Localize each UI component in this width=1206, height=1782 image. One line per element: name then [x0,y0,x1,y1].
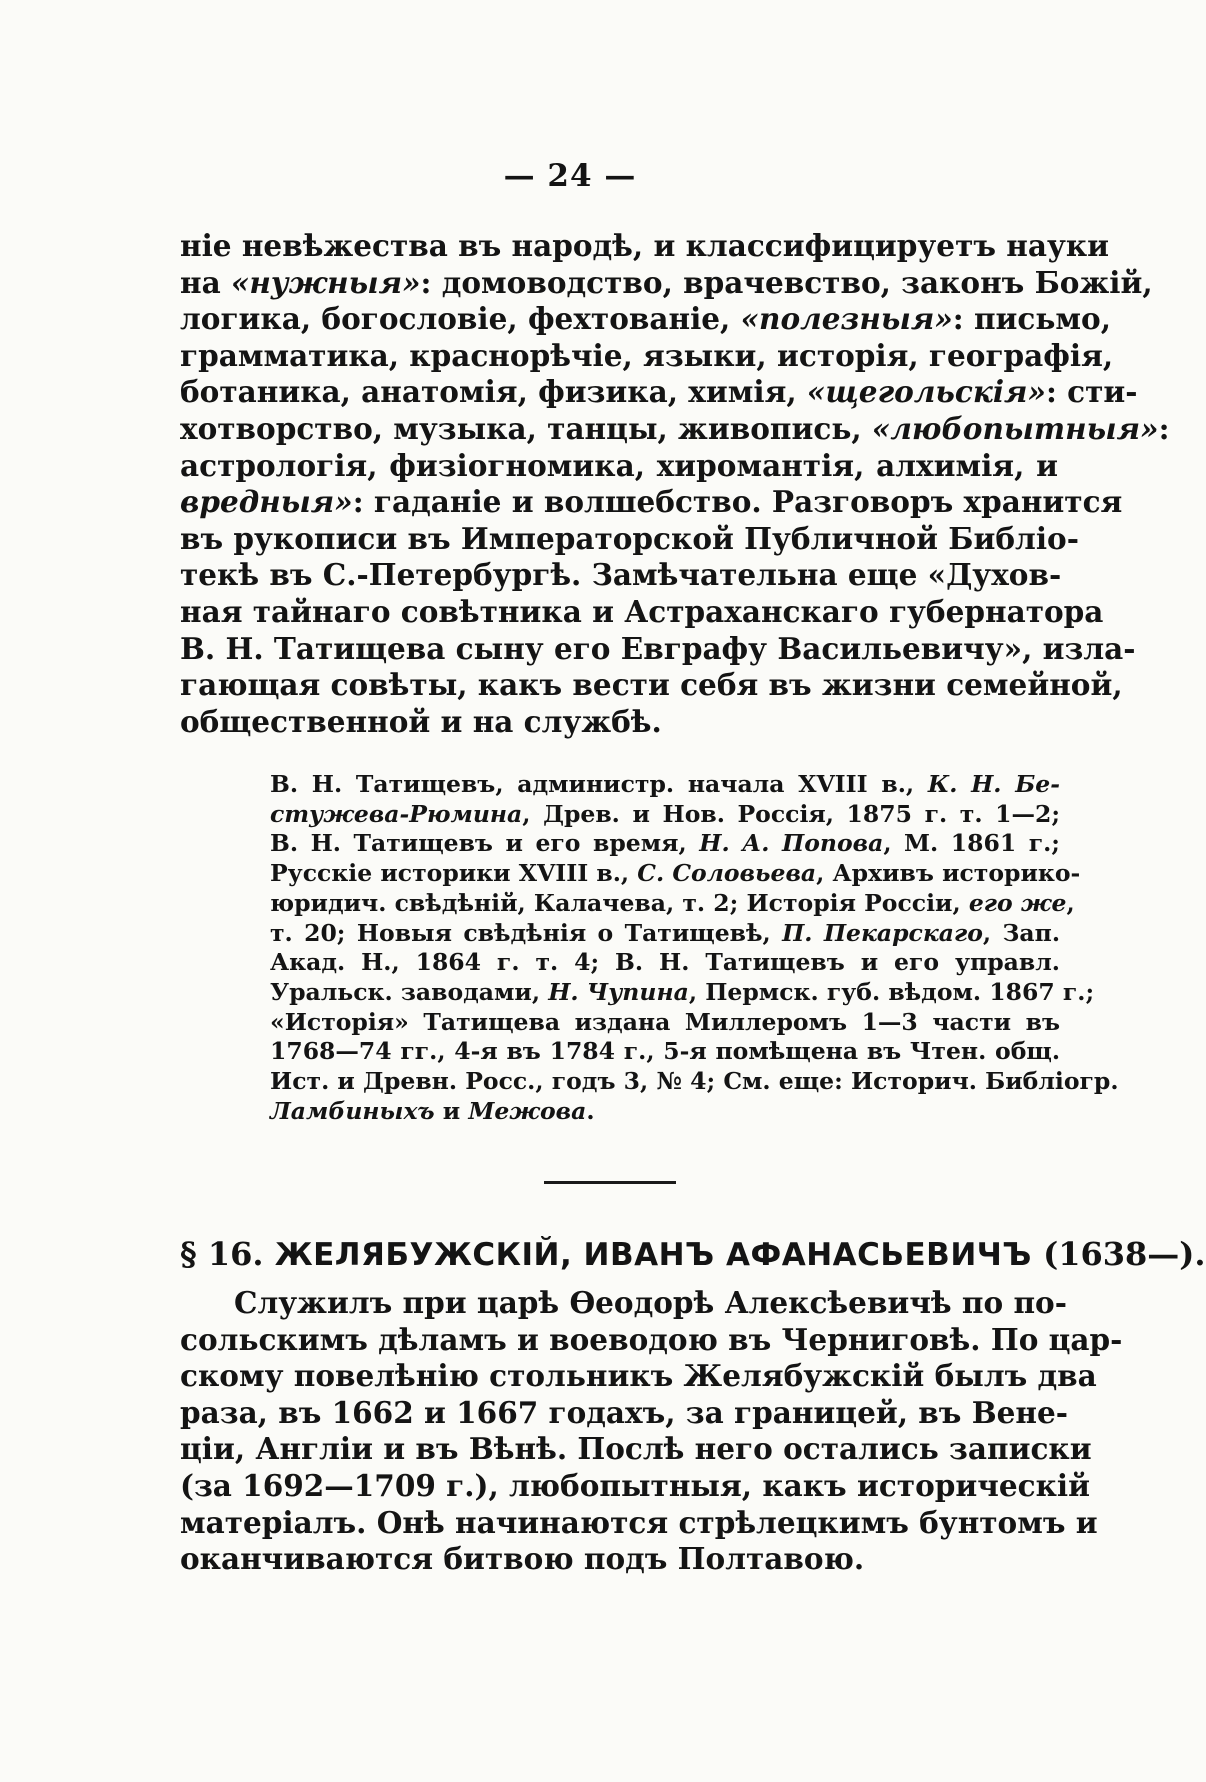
text-segment: : письмо, [952,301,1111,337]
text-line [180,448,1058,485]
text-segment: Акад. Н., 1864 г. т. 4; В. Н. Татищевъ и его управл. [270,948,1060,977]
text-line [270,888,1075,919]
text-segment: ціи, Англіи и въ Вѣнѣ. Послѣ него остались записки [180,1431,1092,1467]
text-line [270,859,1081,889]
italic-text: Межова [468,1096,587,1125]
text-line [180,1431,1092,1468]
text-line [180,1285,1067,1322]
text-line [180,1358,1097,1395]
text-line [180,337,1114,375]
italic-text: вредныя» [180,484,353,520]
text-segment: хотворство, музыка, танцы, живопись, [180,410,872,446]
text-segment: Ист. и Древн. Росс., годъ 3, № 4; См. еще: Историч. Библіогр. [270,1067,1119,1096]
section-heading [180,1235,1206,1273]
text-line [180,374,1138,411]
text-segment: Русскіе историки XVIII в., [270,859,638,888]
text-segment: : гаданіе и волшебство. Разговоръ хранится [352,484,1123,520]
text-segment: на [180,264,231,300]
text-segment: матеріалъ. Онѣ начинаются стрѣлецкимъ бунтомъ и [180,1504,1098,1540]
text-segment: : [1158,410,1170,446]
text-line [180,1504,1098,1542]
page-number: — 24 — [503,158,637,194]
italic-text: Н. А. Попова [699,829,884,858]
text-segment: раза, въ 1662 и 1667 годахъ, за границей, въ Вене- [180,1394,1068,1430]
text-segment: ніе невѣжества въ народѣ, и классифицируетъ науки [180,228,1110,263]
text-line [180,1321,1123,1359]
text-segment: т. 20; Новыя свѣдѣнія о Татищевѣ, [270,918,783,947]
text-segment: . [586,1096,595,1125]
paragraph-zhelyabuzhsky [180,1285,1123,1578]
text-segment: текѣ въ С.-Петербургѣ. Замѣчательна еще «Духов- [180,557,1062,593]
italic-text: П. Пекарскаго [782,918,983,947]
bibliography-notes [270,770,1119,1126]
text-segment: , Пермск. губ. вѣдом. 1867 г.; [688,977,1095,1006]
text-segment: (за 1692—1709 г.), любопытныя, какъ историческій [180,1467,1090,1503]
text-line [270,1067,1119,1097]
italic-text: К. Н. Бе- [927,770,1061,798]
text-segment: астрологія, физіогномика, хиромантія, алхимія, и [180,447,1058,483]
italic-text: «нужныя» [230,264,421,300]
text-line [270,919,1060,949]
text-line [180,301,1111,338]
text-line [180,1394,1068,1432]
text-segment: : сти- [1045,374,1138,410]
text-segment: и [434,1096,469,1125]
text-line [180,484,1123,521]
text-segment: грамматика, краснорѣчіе, языки, исторія, географія, [180,337,1114,373]
text-line [180,630,1136,668]
italic-text: «щегольскія» [806,374,1046,410]
paragraph-tatishchev [180,228,1170,740]
text-segment: В. Н. Татищевъ, администр. начала XVIII в., [270,770,928,798]
italic-text: С. Соловьева [637,859,817,888]
text-segment: «Исторія» Татищева издана Миллеромъ 1—3 части въ [270,1007,1060,1036]
text-segment: , [1066,888,1075,917]
text-line [180,228,1110,265]
text-line [180,1541,1058,1578]
text-segment: юридич. свѣдѣній, Калачева, т. 2; Исторія Россіи, [270,888,969,917]
text-line [270,770,1060,800]
text-line [180,410,1170,448]
text-line [270,977,1095,1008]
text-segment: Уральск. заводами, [270,977,549,1006]
text-line [180,667,1123,704]
italic-text: Ламбиныхъ [270,1096,435,1125]
italic-text: его же [968,888,1067,917]
text-segment: въ рукописи въ Императорской Публичной Библіо- [180,520,1079,556]
text-line [270,948,1060,978]
text-segment: , Архивъ историко- [816,859,1081,888]
text-segment: оканчиваются битвою подъ Полтавою. [180,1541,865,1577]
section-years: (1638—). [1031,1235,1206,1273]
text-segment: скому повелѣнію стольникъ Желябужскій былъ два [180,1358,1097,1394]
section-number: § 16. [180,1235,275,1273]
text-segment: гающая совѣты, какъ вести себя въ жизни семейной, [180,667,1123,703]
section-divider [544,1181,676,1184]
text-segment: логика, богословіе, фехтованіе, [180,301,741,337]
section-title: ЖЕЛЯБУЖСКІЙ, ИВАНЪ АФАНАСЬЕВИЧЪ [274,1237,1032,1273]
text-segment: , М. 1861 г.; [883,829,1060,858]
text-segment: ная тайнаго совѣтника и Астраханскаго губернатора [180,593,1104,629]
text-line [180,593,1104,631]
text-segment: , Зап. [982,918,1060,947]
text-segment: : домоводство, врачевство, законъ Божій, [420,264,1153,300]
text-line [270,1008,1060,1038]
text-segment: сольскимъ дѣламъ и воеводою въ Черниговѣ. По цар- [180,1321,1123,1357]
text-line [180,520,1079,558]
italic-text: «полезныя» [740,301,953,337]
text-segment: , Древ. и Нов. Россія, 1875 г. т. 1—2; [522,799,1060,828]
italic-text: стужева-Рюмина [270,799,523,828]
text-segment: общественной и на службѣ. [180,703,662,739]
text-line [270,800,1060,830]
text-line [270,1097,1060,1127]
text-segment: В. Н. Татищевъ и его время, [270,829,700,858]
italic-text: Н. Чупина [548,977,689,1006]
text-line [270,829,1060,859]
text-line [180,264,1153,302]
italic-text: «любопытныя» [871,410,1159,446]
text-segment: В. Н. Татищева сыну его Евграфу Васильевичу», изла- [180,630,1136,666]
text-line [180,1467,1090,1505]
text-segment: 1768—74 гг., 4-я въ 1784 г., 5-я помѣщена въ Чтен. общ. [270,1037,1060,1066]
text-line [180,557,1062,594]
text-line [180,704,1058,741]
text-segment: ботаника, анатомія, физика, химія, [180,374,807,410]
text-segment: Служилъ при царѣ Ѳеодорѣ Алексѣевичѣ по по- [234,1285,1067,1320]
text-line [270,1037,1060,1067]
